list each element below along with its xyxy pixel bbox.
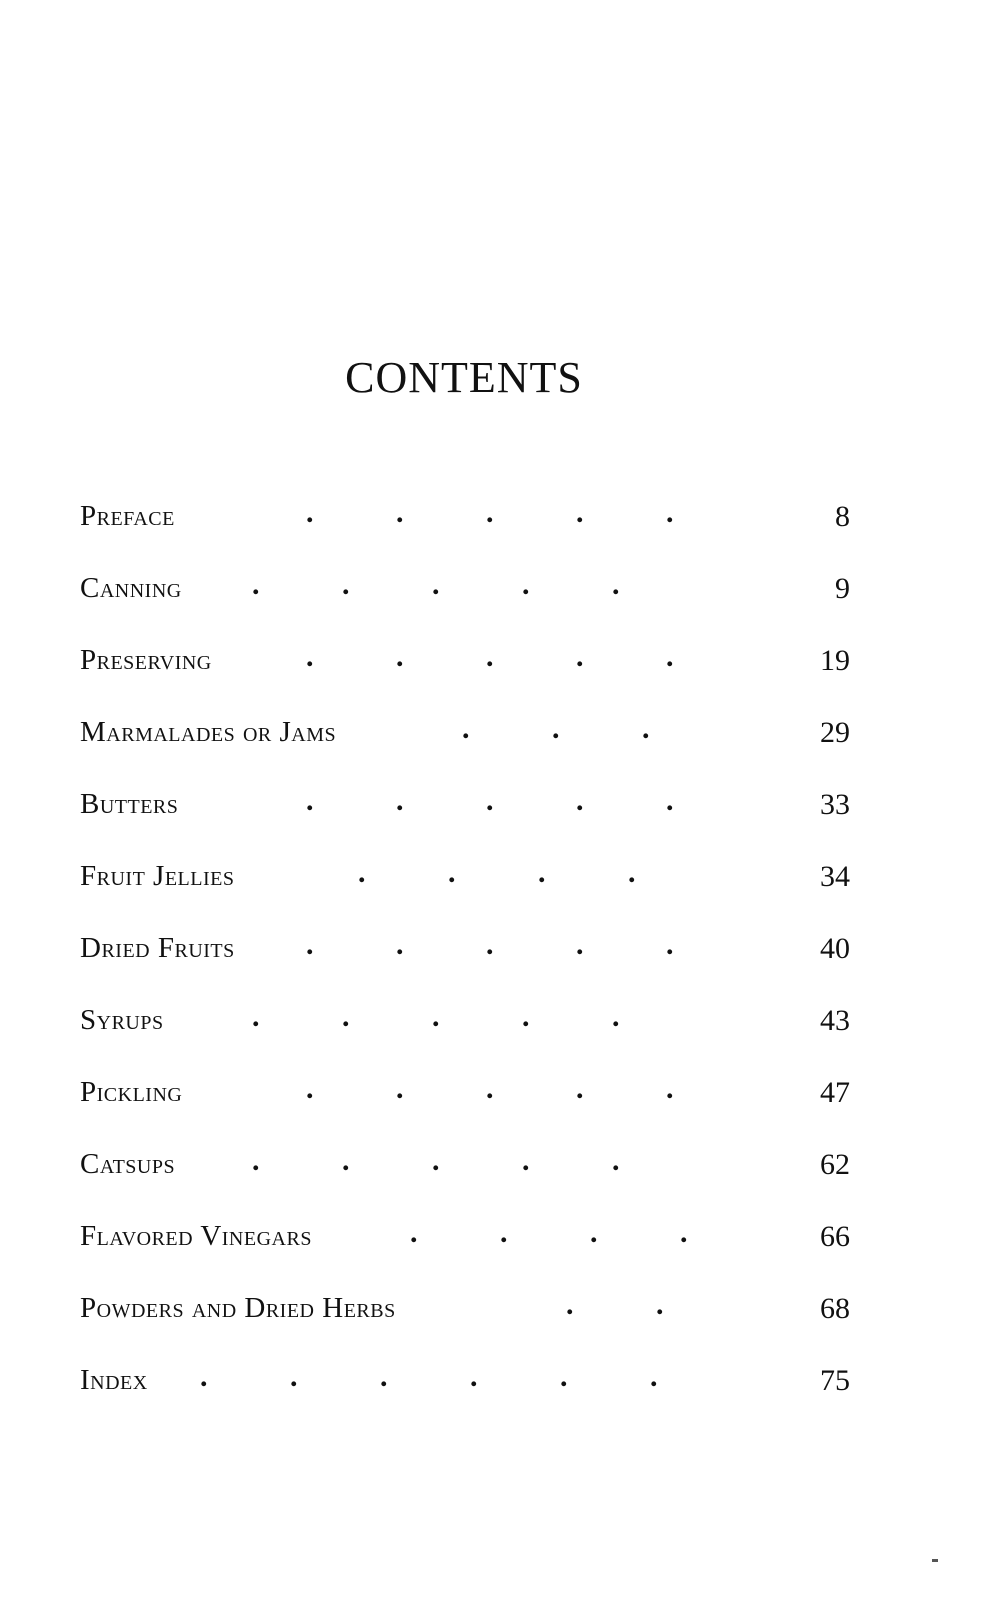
toc-entry-label: Preserving: [80, 644, 212, 676]
toc-page-number: 43: [820, 1004, 850, 1037]
toc-entry-preface: [80, 490, 850, 562]
toc-entry-powders-herbs: [80, 1282, 850, 1354]
toc-entry-label: Butters: [80, 788, 179, 820]
scan-speck: [932, 1559, 938, 1562]
toc-page-number: 40: [820, 932, 850, 965]
toc-entry-syrups: [80, 994, 850, 1066]
toc-page-number: 47: [820, 1076, 850, 1109]
table-of-contents: [80, 490, 850, 1426]
toc-page-number: 19: [820, 644, 850, 677]
toc-entry-label: Preface: [80, 500, 175, 532]
toc-page-number: 62: [820, 1148, 850, 1181]
toc-entry-label: Index: [80, 1364, 148, 1396]
toc-entry-canning: [80, 562, 850, 634]
toc-entry-index: [80, 1354, 850, 1426]
toc-entry-preserving: [80, 634, 850, 706]
toc-entry-label: Flavored Vinegars: [80, 1220, 312, 1252]
toc-entry-label: Dried Fruits: [80, 932, 235, 964]
toc-entry-fruit-jellies: [80, 850, 850, 922]
dot-leader: . .: [566, 1288, 664, 1321]
dot-leader: . . . . .: [252, 1000, 620, 1033]
dot-leader: . . . . . .: [200, 1360, 658, 1393]
dot-leader: . . . . .: [306, 1072, 674, 1105]
toc-page-number: 66: [820, 1220, 850, 1253]
toc-page-number: 68: [820, 1292, 850, 1325]
dot-leader: . . . . .: [306, 496, 674, 529]
dot-leader: . . . . .: [306, 928, 674, 961]
toc-page-number: 8: [835, 500, 850, 533]
toc-entry-catsups: [80, 1138, 850, 1210]
toc-entry-butters: [80, 778, 850, 850]
toc-page-number: 75: [820, 1364, 850, 1397]
toc-entry-label: Syrups: [80, 1004, 164, 1036]
toc-entry-label: Marmalades or Jams: [80, 716, 337, 748]
toc-entry-label: Powders and Dried Herbs: [80, 1292, 396, 1324]
dot-leader: . . . .: [410, 1216, 688, 1249]
dot-leader: . . . . .: [252, 568, 620, 601]
dot-leader: . . .: [462, 712, 650, 745]
toc-entry-label: Catsups: [80, 1148, 176, 1180]
page-title: CONTENTS: [345, 353, 583, 402]
toc-page-number: 34: [820, 860, 850, 893]
toc-entry-dried-fruits: [80, 922, 850, 994]
toc-entry-flavored-vinegars: [80, 1210, 850, 1282]
toc-page-number: 29: [820, 716, 850, 749]
toc-entry-pickling: [80, 1066, 850, 1138]
toc-entry-label: Pickling: [80, 1076, 183, 1108]
dot-leader: . . . . .: [252, 1144, 620, 1177]
toc-entry-label: Fruit Jellies: [80, 860, 235, 892]
dot-leader: . . . . .: [306, 784, 674, 817]
toc-page-number: 33: [820, 788, 850, 821]
toc-entry-marmalades: [80, 706, 850, 778]
toc-page-number: 9: [835, 572, 850, 605]
toc-entry-label: Canning: [80, 572, 182, 604]
dot-leader: . . . . .: [306, 640, 674, 673]
dot-leader: . . . .: [358, 856, 636, 889]
